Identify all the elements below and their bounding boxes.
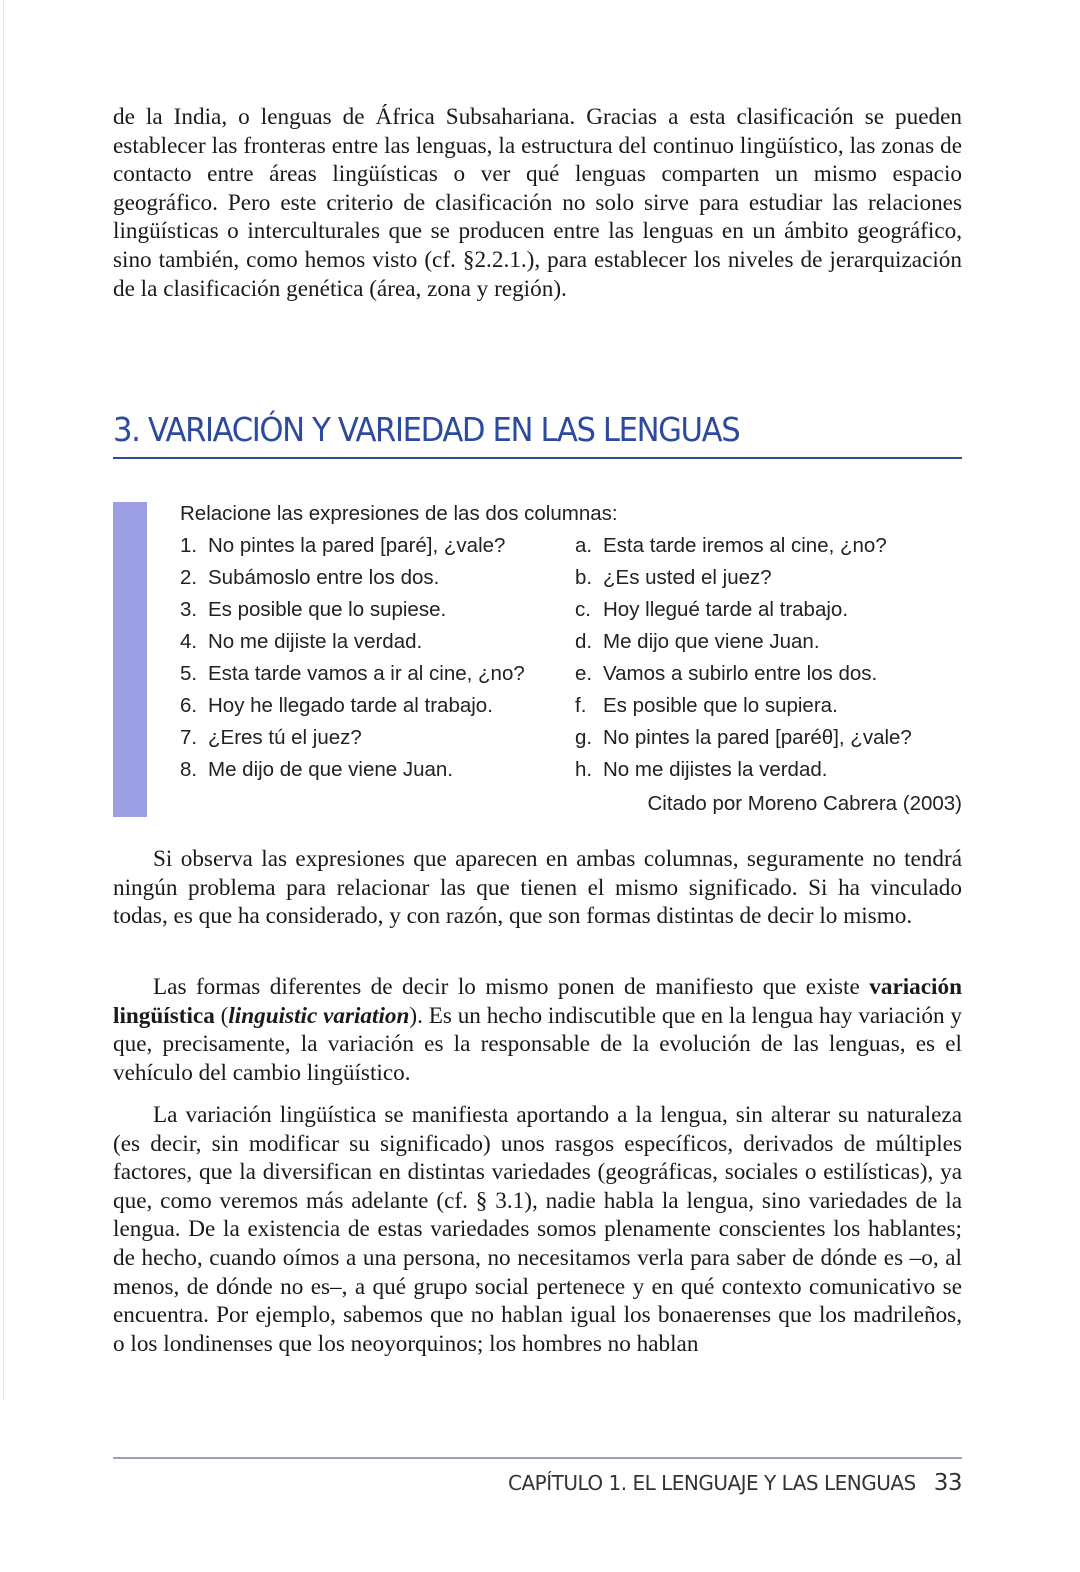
item-text: No me dijiste la verdad. xyxy=(208,630,423,653)
exercise-instruction: Relacione las expresiones de las dos columnas: xyxy=(180,502,618,525)
item-text: Vamos a subirlo entre los dos. xyxy=(603,662,878,685)
text: ( xyxy=(214,1002,229,1029)
item-text: Es posible que lo supiera. xyxy=(603,694,838,717)
item-text: Esta tarde iremos al cine, ¿no? xyxy=(603,534,887,557)
exercise-item xyxy=(575,594,970,626)
footer-chapter: CAPÍTULO 1. EL LENGUAJE Y LAS LENGUAS xyxy=(508,1471,916,1495)
page-number: 33 xyxy=(933,1470,962,1496)
item-text: Hoy llegué tarde al trabajo. xyxy=(603,598,849,621)
item-text: Es posible que lo supiese. xyxy=(208,598,447,621)
text: ). Es un hecho indiscutible que en la lengua hay variación y que, precisamente, la variación es la responsable de la evolución de las lenguas, es el vehículo del cambio lingüístico. xyxy=(113,1002,962,1086)
item-marker: e. xyxy=(575,662,593,685)
item-marker: 4. xyxy=(180,630,198,653)
exercise-item xyxy=(575,530,970,562)
exercise-box xyxy=(180,498,970,822)
exercise-item xyxy=(180,658,575,690)
item-text: ¿Es usted el juez? xyxy=(603,566,772,589)
exercise-citation: Citado por Moreno Cabrera (2003) xyxy=(647,792,962,815)
footer-rule xyxy=(113,1457,962,1459)
item-text: Subámoslo entre los dos. xyxy=(208,566,440,589)
text: Las formas diferentes de decir lo mismo ponen de manifiesto que existe xyxy=(153,974,870,1000)
page-edge xyxy=(3,0,4,1400)
exercise-item xyxy=(575,754,970,786)
exercise-item xyxy=(575,626,970,658)
exercise-item xyxy=(180,690,575,722)
paragraph-variation xyxy=(113,973,962,1087)
exercise-item xyxy=(575,658,970,690)
item-marker: c. xyxy=(575,598,591,621)
exercise-item xyxy=(575,722,970,754)
item-text: No me dijistes la verdad. xyxy=(603,758,828,781)
item-marker: h. xyxy=(575,758,593,781)
item-marker: 2. xyxy=(180,566,198,589)
item-marker: d. xyxy=(575,630,593,653)
term-english: linguistic variation xyxy=(228,1002,410,1029)
exercise-item xyxy=(180,530,575,562)
exercise-item xyxy=(575,690,970,722)
item-text: Me dijo que viene Juan. xyxy=(603,630,820,653)
item-marker: g. xyxy=(575,726,593,749)
item-text: No pintes la pared [paré], ¿vale? xyxy=(208,534,506,557)
exercise-accent-bar xyxy=(113,502,147,817)
exercise-right-column xyxy=(575,530,970,786)
exercise-left-column xyxy=(180,530,575,786)
paragraph-intro: de la India, o lenguas de África Subsahariana. Gracias a esta clasificación se pueden establecer las fronteras entre las lenguas, la estructura del continuo lingüístico, las zonas de contacto entre áreas lingüísticas o ver qué lenguas comparten un mismo espacio geográfico. Pero este criterio de clasificación no solo sirve para estudiar las relaciones lingüísticas o interculturales que se producen entre las lenguas en un ámbito geográfico, sino también, como hemos visto (cf. §2.2.1.), para establecer los niveles de jerarquización de la clasificación genética (área, zona y región). xyxy=(113,104,962,302)
item-text: No pintes la pared [paréθ], ¿vale? xyxy=(603,726,912,749)
item-text: Me dijo de que viene Juan. xyxy=(208,758,454,781)
paragraph-observation: Si observa las expresiones que aparecen en ambas columnas, seguramente no tendrá ningún problema para relacionar las que tienen el mismo significado. Si ha vinculado todas, es que ha considerado, y con razón, que son formas distintas de decir lo mismo. xyxy=(113,846,962,930)
item-marker: a. xyxy=(575,534,593,557)
exercise-item xyxy=(180,754,575,786)
item-marker: f. xyxy=(575,694,587,717)
paragraph-varieties: La variación lingüística se manifiesta aportando a la lengua, sin alterar su naturaleza (es decir, sin modificar su significado) unos rasgos específicos, derivados de múltiples factores, que la diversifican en distintas variedades (geográficas, sociales o estilísticas), ya que, como veremos más adelante (cf. § 3.1), nadie habla la lengua, sino variedades de la lengua. De la existencia de estas variedades somos plenamente conscientes los hablantes; de hecho, cuando oímos a una persona, no necesitamos verla para saber de dónde es –o, al menos, de dónde no es–, a qué grupo social pertenece y en qué contexto comunicativo se encuentra. Por ejemplo, sabemos que no hablan igual los bonaerenses que los madrileños, o los londinenses que los neoyorquinos; los hombres no hablan xyxy=(113,1102,962,1357)
running-footer xyxy=(508,1470,962,1496)
exercise-item xyxy=(180,594,575,626)
item-text: Hoy he llegado tarde al trabajo. xyxy=(208,694,493,717)
item-marker: 1. xyxy=(180,534,198,557)
section-heading: 3. VARIACIÓN Y VARIEDAD EN LAS LENGUAS xyxy=(113,410,740,449)
item-marker: b. xyxy=(575,566,593,589)
item-marker: 3. xyxy=(180,598,198,621)
exercise-item xyxy=(575,562,970,594)
term-bold: variación lingüística xyxy=(113,974,962,1029)
heading-rule xyxy=(113,457,962,459)
item-text: Esta tarde vamos a ir al cine, ¿no? xyxy=(208,662,525,685)
item-marker: 5. xyxy=(180,662,198,685)
item-marker: 6. xyxy=(180,694,198,717)
exercise-item xyxy=(180,562,575,594)
item-marker: 7. xyxy=(180,726,198,749)
exercise-item xyxy=(180,626,575,658)
item-marker: 8. xyxy=(180,758,198,781)
item-text: ¿Eres tú el juez? xyxy=(208,726,362,749)
exercise-item xyxy=(180,722,575,754)
